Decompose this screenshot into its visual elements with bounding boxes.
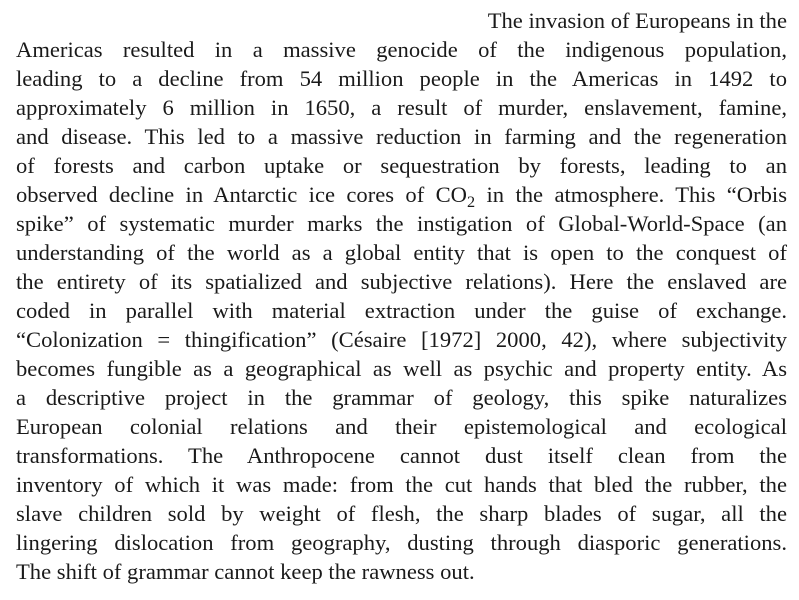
paragraph-line: European colonial relations and their epistemological and ecological	[16, 414, 787, 439]
paragraph-line: coded in parallel with material extraction under the guise of exchange.	[16, 298, 787, 323]
paragraph-line: leading to a decline from 54 million people in the Americas in 1492 to	[16, 66, 787, 91]
paragraph-line: slave children sold by weight of flesh, the sharp blades of sugar, all the	[16, 501, 787, 526]
paragraph-line: transformations. The Anthropocene cannot dust itself clean from the	[16, 443, 787, 468]
paragraph-line: lingering dislocation from geography, dusting through diasporic generations.	[16, 530, 787, 555]
paragraph-line: The invasion of Europeans in the	[487, 8, 787, 33]
paragraph-line: The shift of grammar cannot keep the rawness out.	[16, 559, 475, 584]
paragraph-line: approximately 6 million in 1650, a result of murder, enslavement, famine,	[16, 95, 787, 120]
paragraph-line: Americas resulted in a massive genocide of the indigenous population,	[16, 37, 787, 62]
paragraph-line: spike” of systematic murder marks the instigation of Global-World-Space (an	[16, 211, 787, 236]
paragraph-line: “Colonization = thingification” (Césaire [1972] 2000, 42), where subjectivity	[16, 327, 787, 352]
paragraph-line: understanding of the world as a global entity that is open to the conquest of	[16, 240, 787, 265]
paragraph-line: the entirety of its spatialized and subjective relations). Here the enslaved are	[16, 269, 787, 294]
co2-subscript: 2	[467, 193, 476, 212]
document-page	[16, 6, 787, 586]
paragraph-line: of forests and carbon uptake or sequestration by forests, leading to an	[16, 153, 787, 178]
paragraph-line: and disease. This led to a massive reduction in farming and the regeneration	[16, 124, 787, 149]
line-text: observed decline in Antarctic ice cores of CO	[16, 182, 468, 207]
paragraph-line: a descriptive project in the grammar of geology, this spike naturalizes	[16, 385, 787, 410]
line-text-tail: in the atmosphere. This “Orbis	[475, 182, 787, 207]
paragraph-line: becomes fungible as a geographical as well as psychic and property entity. As	[16, 356, 787, 381]
paragraph-line: inventory of which it was made: from the cut hands that bled the rubber, the	[16, 472, 787, 497]
paragraph-line-co2	[16, 180, 787, 212]
